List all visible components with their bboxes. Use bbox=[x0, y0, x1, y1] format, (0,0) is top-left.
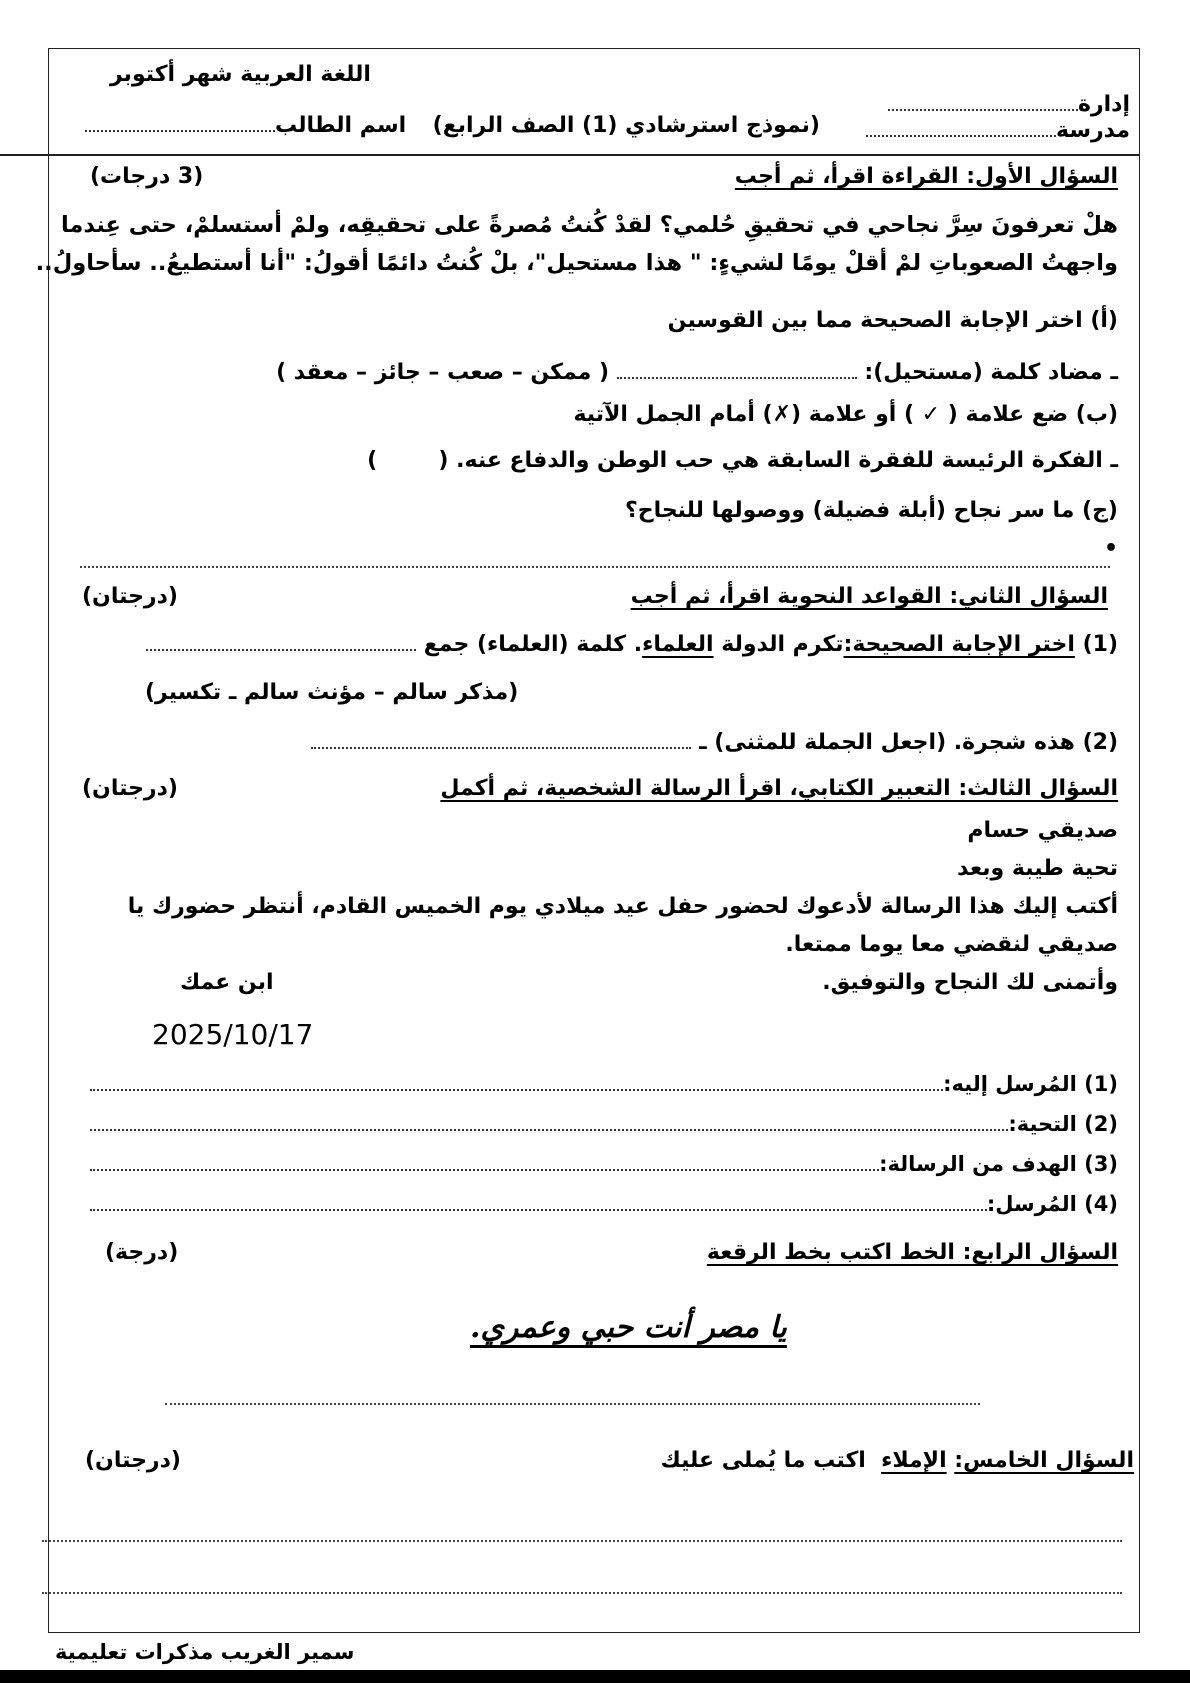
q2-item-2 bbox=[311, 730, 1118, 755]
q3-question-4-label: المُرسل: bbox=[986, 1192, 1077, 1216]
model-title: (نموذج استرشادي (1) الصف الرابع) bbox=[432, 113, 820, 138]
letter-date: 2025/10/17 bbox=[152, 1018, 314, 1051]
q3-question-1-blank[interactable] bbox=[90, 1089, 943, 1091]
q3-marks: (درجتان) bbox=[82, 776, 178, 801]
q2-item-1-suffix: . كلمة (العلماء) جمع bbox=[423, 632, 643, 657]
q3-question-2 bbox=[90, 1112, 1118, 1136]
calligraphy-answer-line[interactable] bbox=[165, 1403, 980, 1405]
q2-title: السؤال الثاني: القواعد النحوية اقرأ، ثم أجب bbox=[630, 584, 1108, 609]
letter-body-line-1: أكتب إليك هذا الرسالة لأدعوك لحضور حفل عيد ميلادي يوم الخميس القادم، أنتظر حضورك يا bbox=[127, 894, 1118, 919]
q1-part-b-row bbox=[367, 448, 1118, 473]
footer-author: سمير الغريب مذكرات تعليمية bbox=[55, 1640, 355, 1664]
antonym-answer-blank[interactable] bbox=[617, 377, 857, 379]
q2-item-1 bbox=[146, 632, 1118, 657]
letter-closing: وأتمنى لك النجاح والتوفيق. bbox=[822, 970, 1118, 995]
calligraphy-sentence: يا مصر أنت حبي وعمري. bbox=[470, 1310, 787, 1345]
true-false-statement: ـ الفكرة الرئيسة للفقرة السابقة هي حب الوطن والدفاع عنه. bbox=[456, 448, 1118, 473]
q1-part-b-instruction: (ب) ضع علامة ( ✓ ) أو علامة (✗) أمام الجمل الآتية bbox=[573, 402, 1118, 427]
q4-marks: (درجة) bbox=[105, 1240, 179, 1265]
q1-part-a-question bbox=[276, 360, 1118, 385]
q3-title: السؤال الثالث: التعبير الكتابي، اقرأ الرسالة الشخصية، ثم أكمل bbox=[440, 776, 1118, 801]
q3-question-3-blank[interactable] bbox=[90, 1169, 879, 1171]
q3-question-3 bbox=[90, 1152, 1118, 1176]
q2-marks: (درجتان) bbox=[82, 584, 178, 609]
q2-item-2-text: (2) هذه شجرة. (اجعل الجملة للمثنى) ـ bbox=[699, 730, 1118, 755]
q5-title bbox=[661, 1448, 1134, 1473]
q1-marks: (3 درجات) bbox=[90, 164, 204, 189]
administration-blank[interactable] bbox=[888, 109, 1078, 111]
q1-part-a-instruction: (أ) اختر الإجابة الصحيحة مما بين القوسين bbox=[667, 308, 1118, 333]
administration-field bbox=[888, 92, 1130, 117]
q1-part-c-answer-line[interactable] bbox=[80, 566, 1110, 568]
school-field bbox=[866, 118, 1130, 143]
dictation-line-2[interactable] bbox=[42, 1592, 1122, 1594]
letter-greeting: تحية طيبة وبعد bbox=[957, 856, 1118, 881]
q2-item-1-options: (مذكر سالم – مؤنث سالم ـ تكسير) bbox=[145, 680, 519, 705]
q3-question-3-label: الهدف من الرسالة: bbox=[879, 1152, 1077, 1176]
q3-question-3-number: (3) bbox=[1084, 1152, 1118, 1176]
school-label: مدرسة bbox=[1056, 118, 1130, 143]
subject-month: اللغة العربية شهر أكتوبر bbox=[110, 62, 371, 87]
q2-item-1-blank[interactable] bbox=[146, 649, 416, 651]
q3-question-1-number: (1) bbox=[1084, 1072, 1118, 1096]
q5-title-prefix: السؤال الخامس: bbox=[954, 1448, 1134, 1473]
q3-question-4-number: (4) bbox=[1084, 1192, 1118, 1216]
q3-question-2-number: (2) bbox=[1084, 1112, 1118, 1136]
q3-question-1-label: المُرسل إليه: bbox=[943, 1072, 1077, 1096]
q3-question-2-blank[interactable] bbox=[90, 1129, 1008, 1131]
antonym-options: ( ممكن – صعب – جائز – معقد ) bbox=[276, 360, 610, 385]
header-divider bbox=[0, 154, 1140, 156]
student-name-label: اسم الطالب bbox=[275, 113, 407, 138]
q2-item-1-instruction: اختر الإجابة الصحيحة: bbox=[843, 632, 1075, 657]
true-false-answer-box[interactable]: ( ) bbox=[367, 448, 449, 473]
antonym-question: ـ مضاد كلمة (مستحيل): bbox=[864, 360, 1118, 385]
student-name-field bbox=[85, 113, 406, 138]
student-name-blank[interactable] bbox=[85, 130, 275, 132]
q3-question-1 bbox=[90, 1072, 1118, 1096]
q5-title-underlined: الإملاء bbox=[881, 1448, 947, 1473]
q5-marks: (درجتان) bbox=[85, 1448, 181, 1473]
q1-part-c-bullet: • bbox=[1103, 536, 1118, 561]
q3-question-2-label: التحية: bbox=[1008, 1112, 1077, 1136]
letter-signature: ابن عمك bbox=[180, 970, 274, 995]
q2-item-1-underlined-word: العلماء bbox=[642, 632, 714, 657]
school-blank[interactable] bbox=[866, 135, 1056, 137]
dictation-line-1[interactable] bbox=[42, 1540, 1122, 1542]
q2-item-2-blank[interactable] bbox=[311, 747, 691, 749]
administration-label: إدارة bbox=[1077, 92, 1130, 117]
q1-part-c-question: (ج) ما سر نجاح (أبلة فضيلة) ووصولها للنجاح؟ bbox=[624, 498, 1118, 523]
q3-question-4-blank[interactable] bbox=[90, 1209, 987, 1211]
q3-question-4 bbox=[90, 1192, 1118, 1216]
footer-bar bbox=[0, 1670, 1190, 1683]
letter-recipient: صديقي حسام bbox=[967, 818, 1118, 843]
q5-title-suffix: اكتب ما يُملى عليك bbox=[660, 1448, 866, 1473]
letter-body-line-2: صديقي لنقضي معا يوما ممتعا. bbox=[785, 932, 1118, 957]
q2-item-1-number: (1) bbox=[1082, 632, 1118, 657]
q2-item-1-prefix: تكرم الدولة bbox=[721, 632, 844, 657]
passage-line-1: هلْ تعرفونَ سِرَّ نجاحي في تحقيقِ حُلمي؟ لقدْ كُنتُ مُصرةً على تحقيقِه، ولمْ أستسلمْ، حتى عِندما bbox=[60, 212, 1118, 238]
q4-title: السؤال الرابع: الخط اكتب بخط الرقعة bbox=[706, 1240, 1118, 1265]
passage-line-2: واجهتُ الصعوباتِ لمْ أقلْ يومًا لشيءٍ: " هذا مستحيل"، بلْ كُنتُ دائمًا أقولُ: "أنا أستطيعُ.. سأحاولُ.. bbox=[35, 250, 1118, 276]
q1-title: السؤال الأول: القراءة اقرأ، ثم أجب bbox=[734, 164, 1118, 189]
